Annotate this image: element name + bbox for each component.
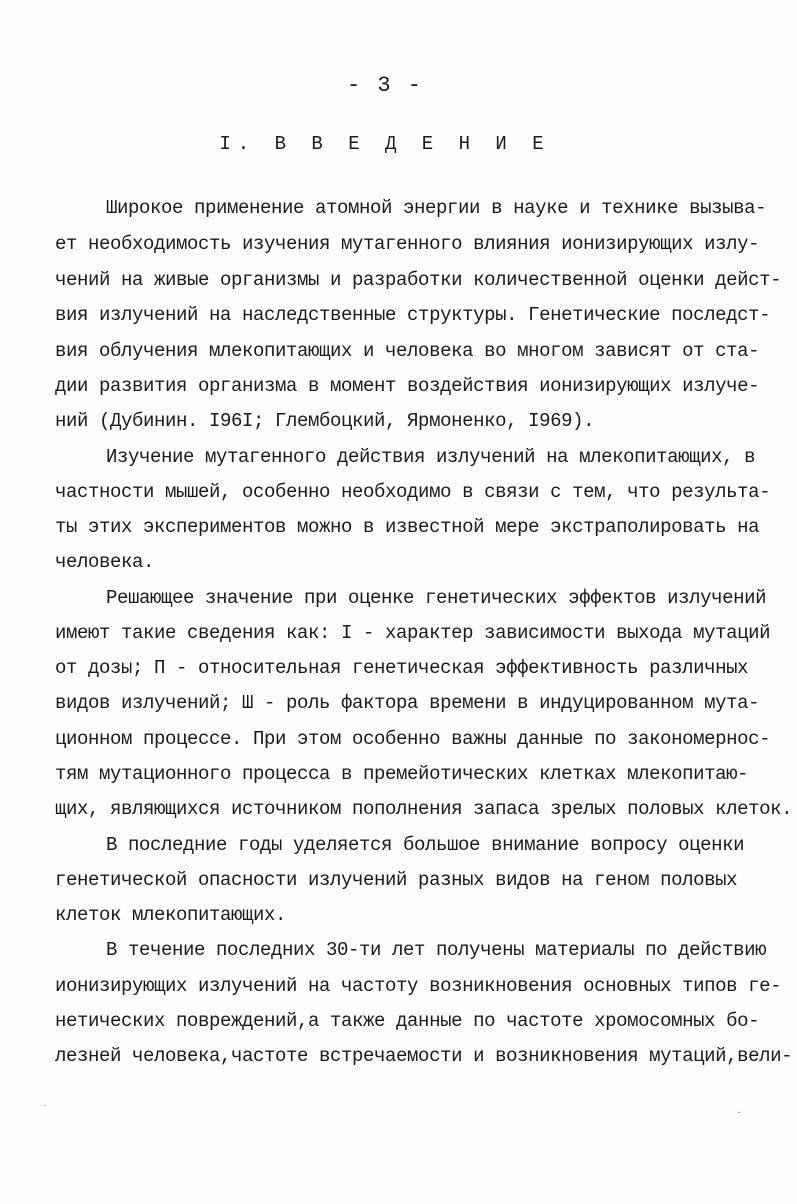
text-line: ет необходимость изучения мутагенного влияния ионизирующих излу-: [55, 233, 760, 255]
text-line: лезней человека,частоте встречаемости и возникновения мутаций,вели-: [55, 1045, 793, 1067]
text-line: Изучение мутагенного действия излучений на млекопитающих, в: [106, 446, 756, 468]
text-line: Широкое применение атомной энергии в науке и технике вызыва-: [106, 197, 767, 219]
text-line: видов излучений; Ш - роль фактора времени в индуцированном мута-: [55, 692, 760, 714]
text-line: вия облучения млекопитающих и человека во многом зависят от ста-: [55, 340, 760, 362]
text-line: ионизирующих излучений на частоту возникновения основных типов ге-: [55, 975, 782, 997]
text-line: щих, являющихся источником пополнения запаса зрелых половых клеток.: [55, 798, 793, 820]
text-line: В течение последних 30-ти лет получены материалы по действию: [106, 939, 767, 961]
text-line: от дозы; П - относительная генетическая эффективность различных: [55, 657, 749, 679]
text-line: ний (Дубинин. I96I; Глембоцкий, Ярмоненко, I969).: [55, 410, 595, 432]
text-line: чений на живые организмы и разработки количественной оценки дейст-: [55, 269, 782, 291]
text-line: вия излучений на наследственные структуры. Генетические последст-: [55, 304, 771, 326]
text-line: ционном процессе. При этом особенно важны данные по закономернос-: [55, 728, 771, 750]
text-line: нетических повреждений,а также данные по частоте хромосомных бо-: [55, 1010, 760, 1032]
section-title: I. В В Е Д Е Н И Е: [219, 133, 551, 155]
text-line: клеток млекопитающих.: [55, 904, 287, 926]
text-line: частности мышей, особенно необходимо в связи с тем, что результа-: [55, 481, 771, 503]
text-line: имеют такие сведения как: I - характер зависимости выхода мутаций: [55, 622, 771, 644]
text-line: дии развития организма в момент воздействия ионизирующих излуче-: [55, 375, 760, 397]
scan-mark: ˇ: [736, 1112, 742, 1123]
text-line: ты этих экспериментов можно в известной мере экстраполировать на: [55, 516, 760, 538]
page-number: - 3 -: [346, 73, 423, 98]
text-line: В последние годы уделяется большое внимание вопросу оценки: [106, 834, 745, 856]
text-line: Решающее значение при оценке генетических эффектов излучений: [106, 587, 767, 609]
text-line: человека.: [55, 551, 155, 573]
text-line: генетической опасности излучений разных видов на геном половых: [55, 869, 738, 891]
text-line: тям мутационного процесса в премейотических клетках млекопитаю-: [55, 763, 749, 785]
scan-mark: `: [42, 1105, 48, 1116]
